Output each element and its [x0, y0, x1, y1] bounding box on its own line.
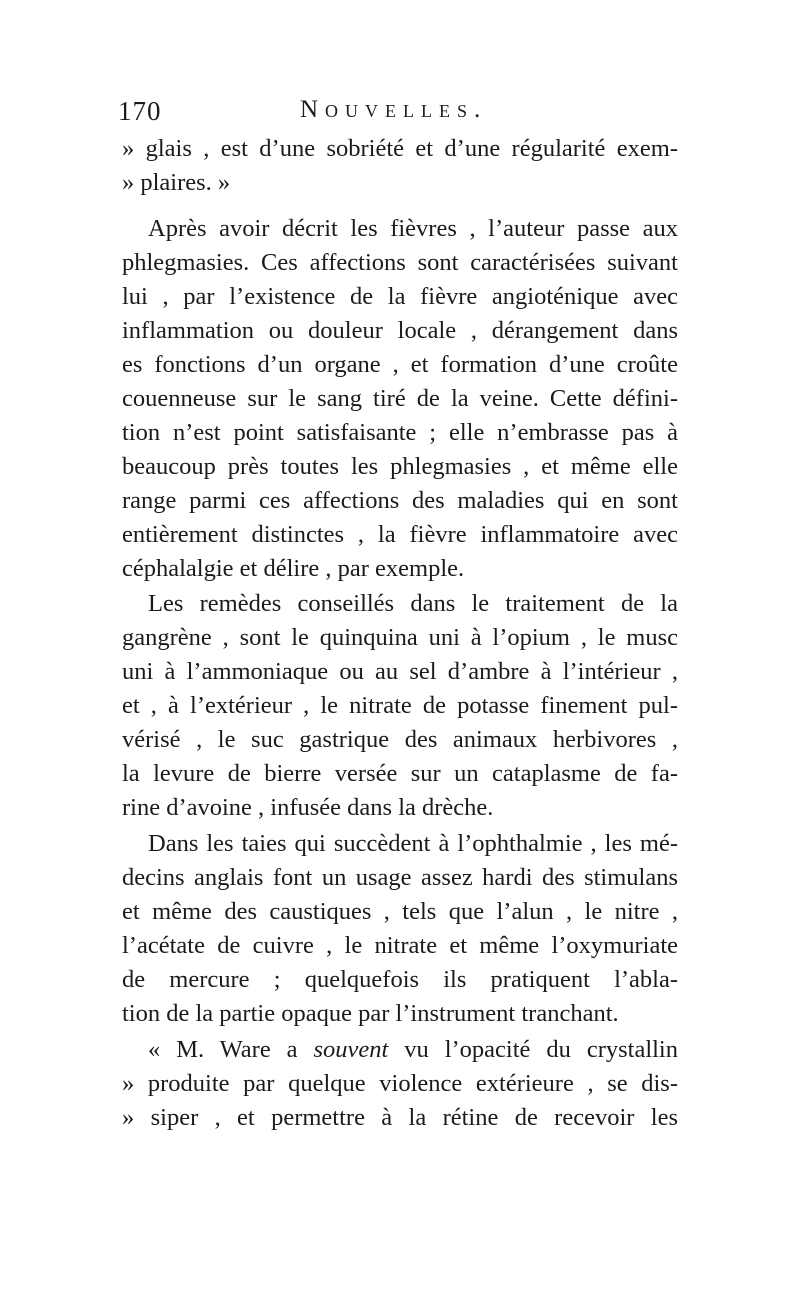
text-line: lui , par l’existence de la fièvre angioténique avec — [122, 283, 678, 310]
text-line: céphalalgie et délire , par exemple. — [122, 555, 465, 582]
text-line: et , à l’extérieur , le nitrate de potasse finement pul- — [122, 692, 678, 719]
text-line: tion n’est point satisfaisante ; elle n’embrasse pas à — [122, 419, 678, 446]
running-head: Nouvelles. — [300, 96, 488, 123]
text-line: de mercure ; quelquefois ils pratiquent l’abla- — [122, 966, 678, 993]
text-line: couenneuse sur le sang tiré de la veine. Cette défini- — [122, 385, 678, 412]
italic-word: souvent — [313, 1036, 389, 1063]
text-line: decins anglais font un usage assez hardi des stimulans — [122, 864, 678, 891]
text-line: Après avoir décrit les fièvres , l’auteur passe aux — [148, 215, 678, 242]
quote-start: « M. Ware a — [148, 1036, 314, 1063]
text-line: entièrement distinctes , la fièvre inflammatoire avec — [122, 521, 678, 548]
text-line: beaucoup près toutes les phlegmasies , et même elle — [122, 453, 678, 480]
text-line: la levure de bierre versée sur un cataplasme de fa- — [122, 760, 678, 787]
text-line: et même des caustiques , tels que l’alun , le nitre , — [122, 898, 678, 925]
text-line: tion de la partie opaque par l’instrument tranchant. — [122, 1000, 619, 1027]
text-line: range parmi ces affections des maladies qui en sont — [122, 487, 678, 514]
text-line: inflammation ou douleur locale , dérangement dans — [122, 317, 678, 344]
text-line: » siper , et permettre à la rétine de recevoir les — [122, 1104, 678, 1131]
text-line: l’acétate de cuivre , le nitrate et même l’oxymuriate — [122, 932, 678, 959]
text-line: phlegmasies. Ces affections sont caractérisées suivant — [122, 249, 678, 276]
text-line-quote — [122, 1033, 678, 1067]
text-line: » plaires. » — [122, 169, 231, 196]
text-line: rine d’avoine , infusée dans la drèche. — [122, 794, 494, 821]
text-line: uni à l’ammoniaque ou au sel d’ambre à l’intérieur , — [122, 658, 678, 685]
quote-continuation: vu l’opacité du crystallin — [388, 1036, 678, 1063]
text-line: » produite par quelque violence extérieure , se dis- — [122, 1070, 678, 1097]
text-line: » glais , est d’une sobriété et d’une régularité exem- — [122, 135, 678, 162]
text-line: gangrène , sont le quinquina uni à l’opium , le musc — [122, 624, 678, 651]
page-number: 170 — [118, 96, 162, 126]
text-line: es fonctions d’un organe , et formation d’une croûte — [122, 351, 678, 378]
text-line: vérisé , le suc gastrique des animaux herbivores , — [122, 726, 678, 753]
text-line: Les remèdes conseillés dans le traitement de la — [148, 590, 678, 617]
page-header — [118, 92, 678, 132]
text-line: Dans les taies qui succèdent à l’ophthalmie , les mé- — [148, 830, 678, 857]
